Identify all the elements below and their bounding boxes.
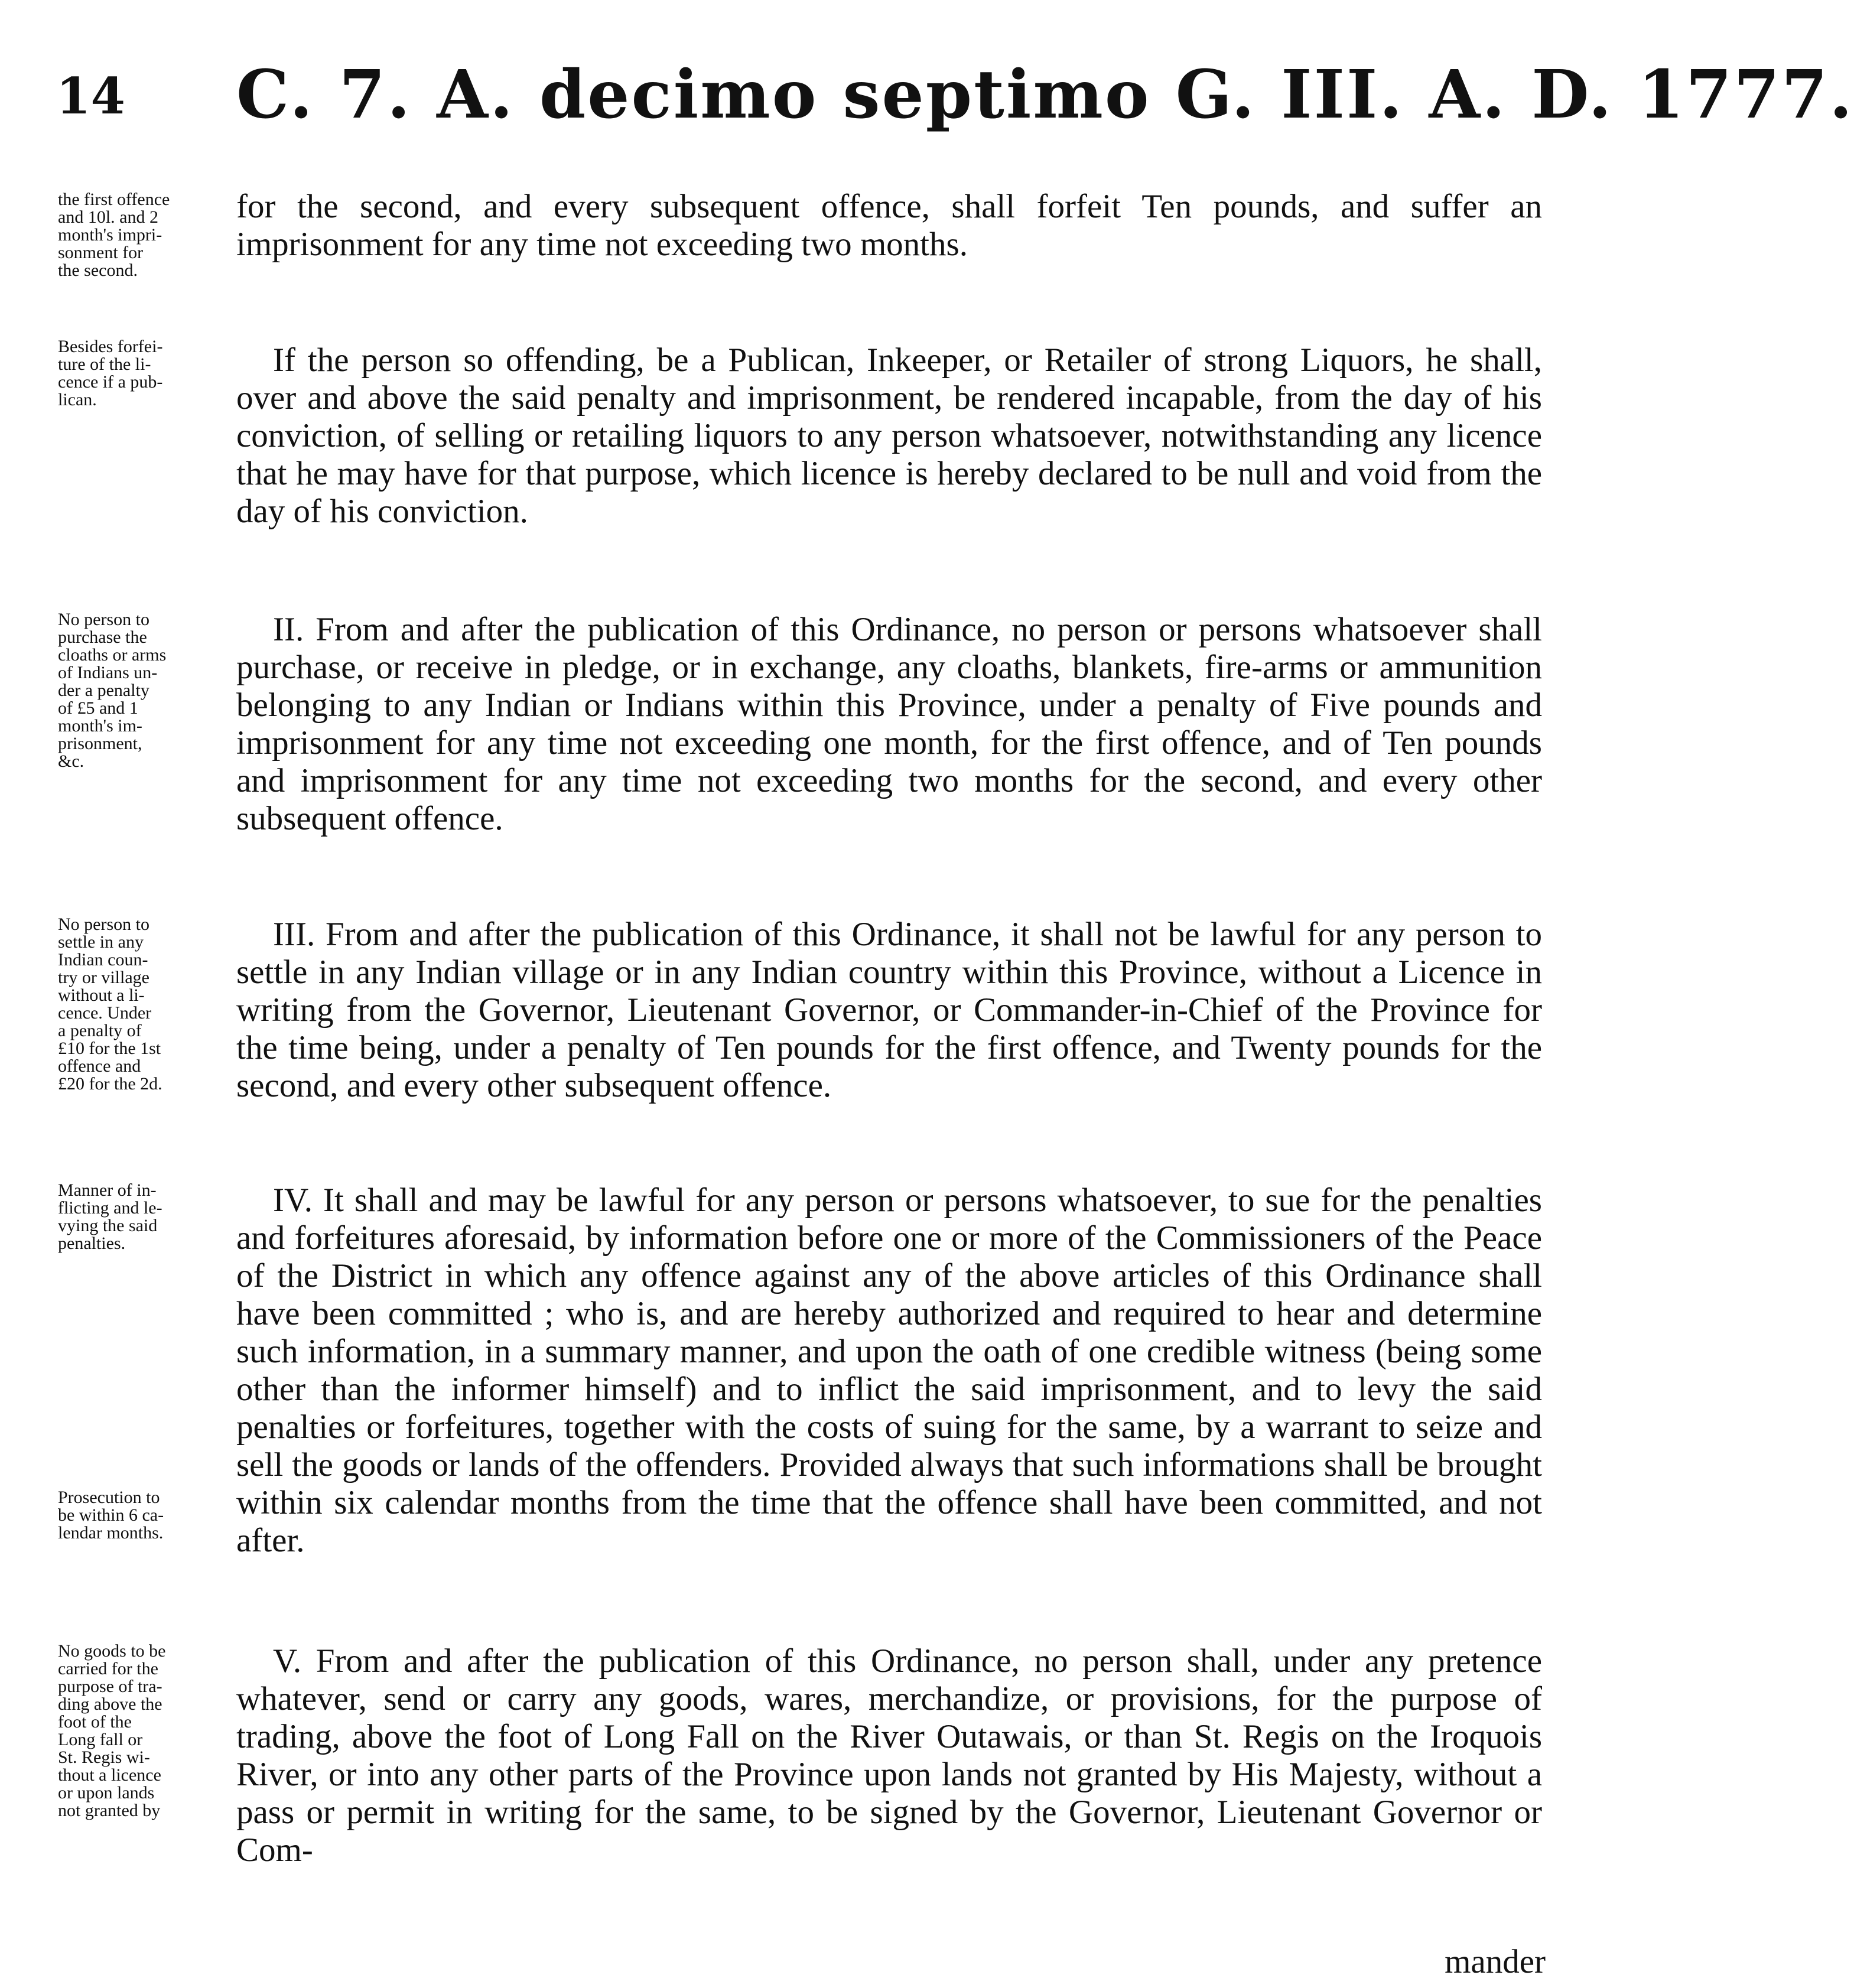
section-text: V. From and after the publication of this Ordinance, no person shall, under any pretence whatever, send or carry any goods, wares, merchandize, or provisions, for the purpose of trading, above the foot of Long Fall on the River Outawais, or than St. Regis on the Iroquois River, or into any other parts of the Province upon lands not granted by His Majesty, without a pass or permit in writing for the same, to be signed by the Governor, Lieutenant Governor or Com- [236,1642,1542,1869]
page-header [56,56,1854,145]
section-text: II. From and after the publication of this Ordinance, no person or persons whatsoever shall purchase, or receive in pledge, or in exchange, any cloaths, blankets, fire-arms or ammunition belonging to any Indian or Indians within this Province, under a penalty of Five pounds and imprisonment for any time not exceeding one month, for the first offence, and of Ten pounds and imprisonment for any time not exceeding two months for the second, and every other subsequent offence. [236,611,1542,837]
section-text: If the person so offending, be a Publican, Inkeeper, or Retailer of strong Liquors, he shall, over and above the said penalty and imprisonment, be rendered incapable, from the day of his conviction, of selling or retailing liquors to any person whatsoever, notwithstanding any licence that he may have for that purpose, which licence is hereby declared to be null and void from the day of his conviction. [236,341,1542,530]
margin-note: No goods to be carried for the purpose of tra- ding above the foot of the Long fall or St. Regis wi- thout a licence or upon lands not granted by [58,1641,166,1820]
section-text: III. From and after the publication of this Ordinance, it shall not be lawful for any person to settle in any Indian village or in any Indian country within this Province, without a Licence in writing from the Governor, Lieutenant Governor, or Commander-in-Chief of the Province for the time being, under a penalty of Ten pounds for the first offence, and Twenty pounds for the second, and every other subsequent offence. [236,916,1542,1104]
margin-note-prosecution: Prosecution to be within 6 ca- lendar months. [58,1488,164,1543]
margin-note: Besides forfei- ture of the li- cence if a pub- lican. [58,337,163,409]
catchword: mander [1445,1943,1546,1980]
margin-note: No person to settle in any Indian coun- try or village without a li- cence. Under a penalty of £10 for the 1st offence and £20 for the 2d. [58,915,162,1094]
section-text: IV. It shall and may be lawful for any person or persons whatsoever, to sue for the penalties and forfeitures aforesaid, by information before one or more of the Commissioners of the Peace of the District in which any offence against any of the above articles of this Ordinance shall have been committed ; who is, and are hereby authorized and required to hear and determine such information, in a summary manner, and upon the oath of one credible witness (being some other than the informer himself) and to inflict the said imprisonment, and to levy the said penalties or forfeitures, together with the costs of suing for the same, by a warrant to seize and sell the goods or lands of the offenders. Provided always that such informations shall be brought within six calendar months from the time that the offence shall have been committed, and not after. [236,1182,1542,1559]
margin-note: No person to purchase the cloaths or arms of Indians un- der a penalty of £5 and 1 month's im- prisonment, &c. [58,610,167,771]
page-number: 14 [56,67,125,125]
section-text: for the second, and every subsequent offence, shall forfeit Ten pounds, and suffer an imprisonment for any time not exceeding two months. [236,188,1542,263]
running-title: C. 7. A. decimo septimo G. III. A. D. 1777. [236,56,1854,134]
margin-note: the first offence and 10l. and 2 month's impri- sonment for the second. [58,190,170,280]
margin-note: Manner of in- flicting and le- vying the said penalties. [58,1180,162,1253]
